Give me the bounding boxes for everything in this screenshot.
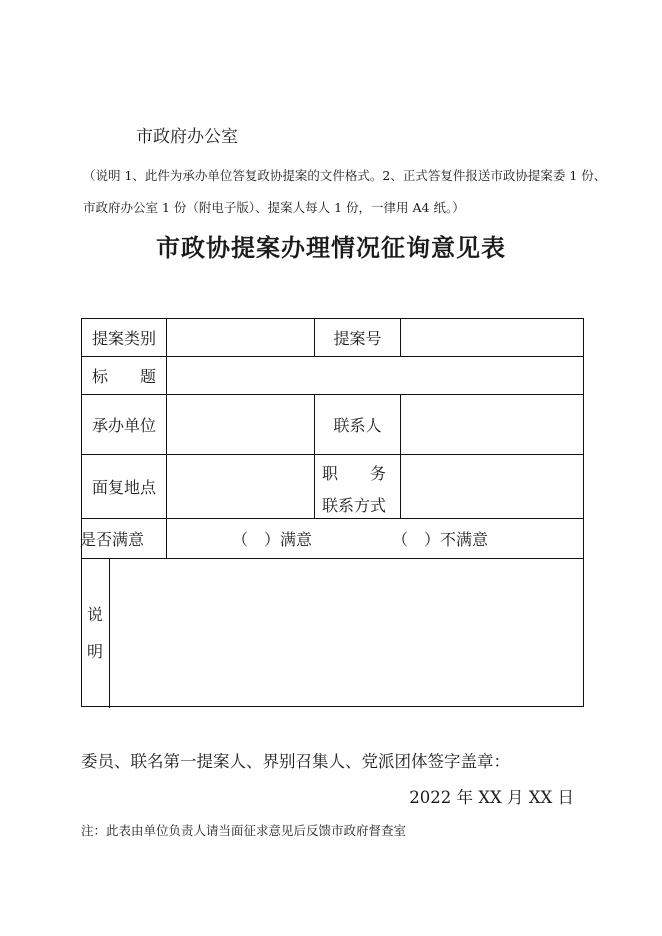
date-line: 2022 年 XX 月 XX 日	[409, 788, 574, 807]
footer-note: 注：此表由单位负责人请当面征求意见后反馈市政府督查室	[81, 823, 407, 838]
satisfaction-label: 是否满意	[80, 530, 145, 549]
proposal-number-field[interactable]	[401, 319, 583, 356]
position-contact-label	[315, 455, 400, 518]
position-contact-field[interactable]	[401, 455, 583, 518]
remarks-label-char-2: 明	[87, 642, 104, 661]
contact-person-field[interactable]	[401, 395, 583, 454]
proposal-category-field[interactable]	[167, 319, 314, 356]
office-name: 市政府办公室	[136, 127, 238, 147]
reply-location-field[interactable]	[167, 455, 314, 518]
instruction-note-line-1: （说明 1、此件为承办单位答复政协提案的文件格式。2、正式答复件报送市政协提案委 1 份、	[83, 168, 607, 183]
option-unsatisfied[interactable]: （ ）不满意	[392, 530, 489, 549]
contact-person-label: 联系人	[333, 416, 382, 435]
option-satisfied[interactable]: （ ）满意	[232, 530, 313, 549]
signature-line: 委员、联名第一提案人、界别召集人、党派团体签字盖章：	[81, 752, 510, 771]
subject-field[interactable]	[167, 357, 583, 394]
remarks-label-char-1: 说	[87, 605, 104, 624]
remarks-field[interactable]	[110, 559, 583, 706]
remarks-label	[82, 559, 109, 707]
position-label: 职 务	[322, 464, 387, 483]
proposal-category-label: 提案类别	[91, 329, 156, 348]
subject-label: 标 题	[91, 367, 156, 386]
reply-location-label: 面复地点	[91, 478, 156, 497]
proposal-number-label: 提案号	[333, 329, 382, 348]
contact-method-label: 联系方式	[322, 496, 387, 515]
handling-unit-label: 承办单位	[91, 416, 156, 435]
instruction-note-line-2: 市政府办公室 1 份（附电子版）、提案人每人 1 份，一律用 A4 纸。）	[83, 200, 465, 215]
opinion-form-table	[81, 318, 584, 707]
form-title: 市政协提案办理情况征询意见表	[156, 234, 506, 262]
handling-unit-field[interactable]	[167, 395, 314, 454]
